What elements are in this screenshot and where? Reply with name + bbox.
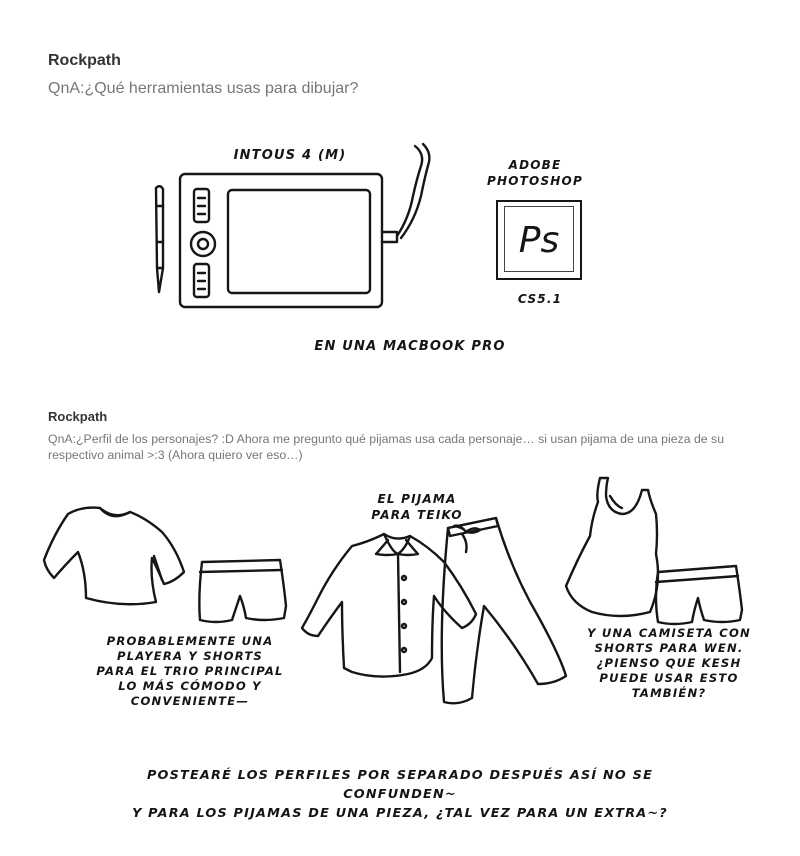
question-text-2: QnA:¿Perfil de los personajes? :D Ahora me pregunto qué pijamas usa cada personaje… si usan pijama de una pieza de su respectivo animal >:3 (Ahora quiero ver eso…)	[48, 432, 725, 462]
computer-label: EN UNA MACBOOK PRO	[314, 339, 506, 354]
pajama-drawing	[298, 512, 558, 722]
right-caption: Y UNA CAMISETA CON SHORTS PARA WEN. ¿PIENSO QUE KESH PUEDE USAR ESTO TAMBIÉN?	[587, 626, 751, 701]
footer-note: POSTEARÉ LOS PERFILES POR SEPARADO DESPUÉS ASÍ NO SE CONFUNDEN~ Y PARA LOS PIJAMAS DE UNA PIEZA, ¿TAL VEZ PARA UN EXTRA~?	[132, 768, 668, 822]
stylus-pen-icon	[148, 182, 168, 302]
asker-name-2: Rockpath	[48, 409, 108, 424]
left-caption: PROBABLEMENTE UNA PLAYERA Y SHORTS PARA EL TRIO PRINCIPAL LO MÁS CÓMODO Y CONVENIENTE—	[96, 634, 284, 709]
asker-name: Rockpath	[48, 52, 121, 69]
software-label: ADOBE PHOTOSHOP	[487, 158, 583, 188]
version-label: CS5.1	[517, 292, 563, 306]
photoshop-icon	[496, 200, 582, 280]
drawing-tablet-icon	[175, 140, 445, 315]
question-text: QnA:¿Qué herramientas usas para dibujar?	[48, 80, 359, 97]
teiko-label: EL PIJAMA PARA TEIKO	[371, 492, 463, 522]
tablet-label: INTOUS 4 (M)	[233, 148, 347, 163]
ps-icon-text: Ps	[518, 220, 560, 261]
shorts-drawing-2	[652, 562, 748, 628]
t-shirt-drawing	[42, 498, 192, 608]
shorts-drawing	[194, 556, 290, 628]
